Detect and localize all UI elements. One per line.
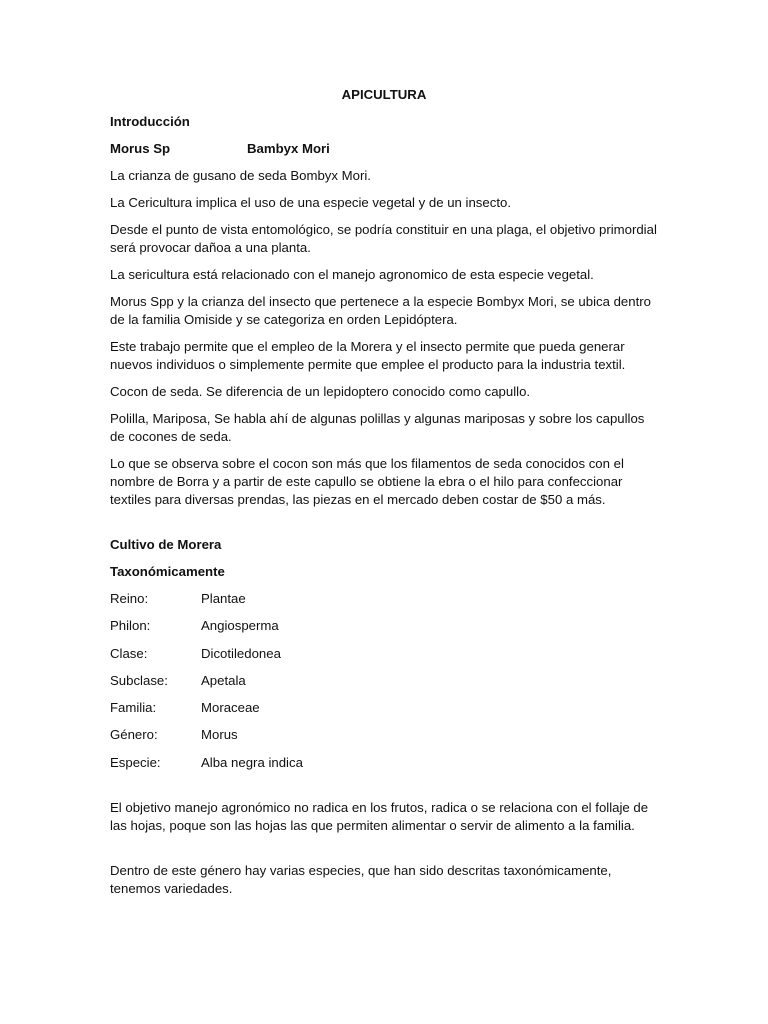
blank-line <box>110 518 658 536</box>
taxonomy-row <box>110 672 658 690</box>
taxonomy-key: Familia: <box>110 700 157 716</box>
taxonomy-row <box>110 699 658 717</box>
paragraph: Dentro de este género hay varias especies, que han sido descritas taxonómicamente, tenemos variedades. <box>110 863 612 897</box>
species-right: Bambyx Mori <box>247 141 330 156</box>
taxonomy-row <box>110 726 658 744</box>
species-left: Morus Sp <box>110 141 171 156</box>
taxonomy-value: Morus <box>201 727 238 743</box>
paragraph: Este trabajo permite que el empleo de la Morera y el insecto permite que pueda generar nuevos individuos o simplemente permite que emplee el producto para la industria textil. <box>110 339 626 372</box>
paragraph: Cocon de seda. Se diferencia de un lepidoptero conocido como capullo. <box>110 384 531 399</box>
taxonomy-value: Dicotiledonea <box>201 645 281 661</box>
taxonomy-row <box>110 617 658 635</box>
taxonomy-row <box>110 754 658 772</box>
taxonomy-heading: Taxonómicamente <box>110 564 225 579</box>
taxonomy-row <box>110 645 658 663</box>
paragraph: Polilla, Mariposa, Se habla ahí de algunas polillas y algunas mariposas y sobre los capullos de cocones de seda. <box>110 411 645 444</box>
taxonomy-value: Alba negra indica <box>201 754 303 770</box>
taxonomy-value: Plantae <box>201 591 246 606</box>
blank-line <box>110 781 658 799</box>
taxonomy-value: Moraceae <box>201 700 260 716</box>
document-body <box>110 86 658 907</box>
intro-heading: Introducción <box>110 114 190 129</box>
taxonomy-key: Género: <box>110 727 158 743</box>
paragraph: La sericultura está relacionado con el manejo agronomico de esta especie vegetal. <box>110 267 594 282</box>
taxonomy-key: Philon: <box>110 618 151 634</box>
document-title: APICULTURA <box>341 87 427 102</box>
taxonomy-value: Angiosperma <box>201 618 279 634</box>
blank-line <box>110 844 658 862</box>
taxonomy-row <box>110 590 658 608</box>
species-row <box>110 140 658 158</box>
paragraph: La crianza de gusano de seda Bombyx Mori. <box>110 168 371 183</box>
paragraph: Morus Spp y la crianza del insecto que pertenece a la especie Bombyx Mori, se ubica dentro de la familia Omiside y se categoriza en orden Lepidóptera. <box>110 294 651 327</box>
cultivo-heading: Cultivo de Morera <box>110 537 222 552</box>
paragraph: Lo que se observa sobre el cocon son más que los filamentos de seda conocidos con el nombre de Borra y a partir de este capullo se obtiene la ebra o el hilo para confeccionar textiles para diversas prendas, las piezas en el mercado deben costar de $50 a más. <box>110 456 624 507</box>
taxonomy-key: Clase: <box>110 645 148 661</box>
taxonomy-key: Subclase: <box>110 672 168 688</box>
paragraph: Desde el punto de vista entomológico, se podría constituir en una plaga, el objetivo primordial será provocar dañoa a una planta. <box>110 222 657 255</box>
taxonomy-value: Apetala <box>201 672 246 688</box>
paragraph: El objetivo manejo agronómico no radica en los frutos, radica o se relaciona con el follaje de las hojas, poque son las hojas las que permiten alimentar o servir de alimento a la familia. <box>110 800 649 834</box>
paragraph: La Cericultura implica el uso de una especie vegetal y de un insecto. <box>110 195 511 210</box>
taxonomy-key: Reino: <box>110 591 149 606</box>
taxonomy-key: Especie: <box>110 754 161 770</box>
